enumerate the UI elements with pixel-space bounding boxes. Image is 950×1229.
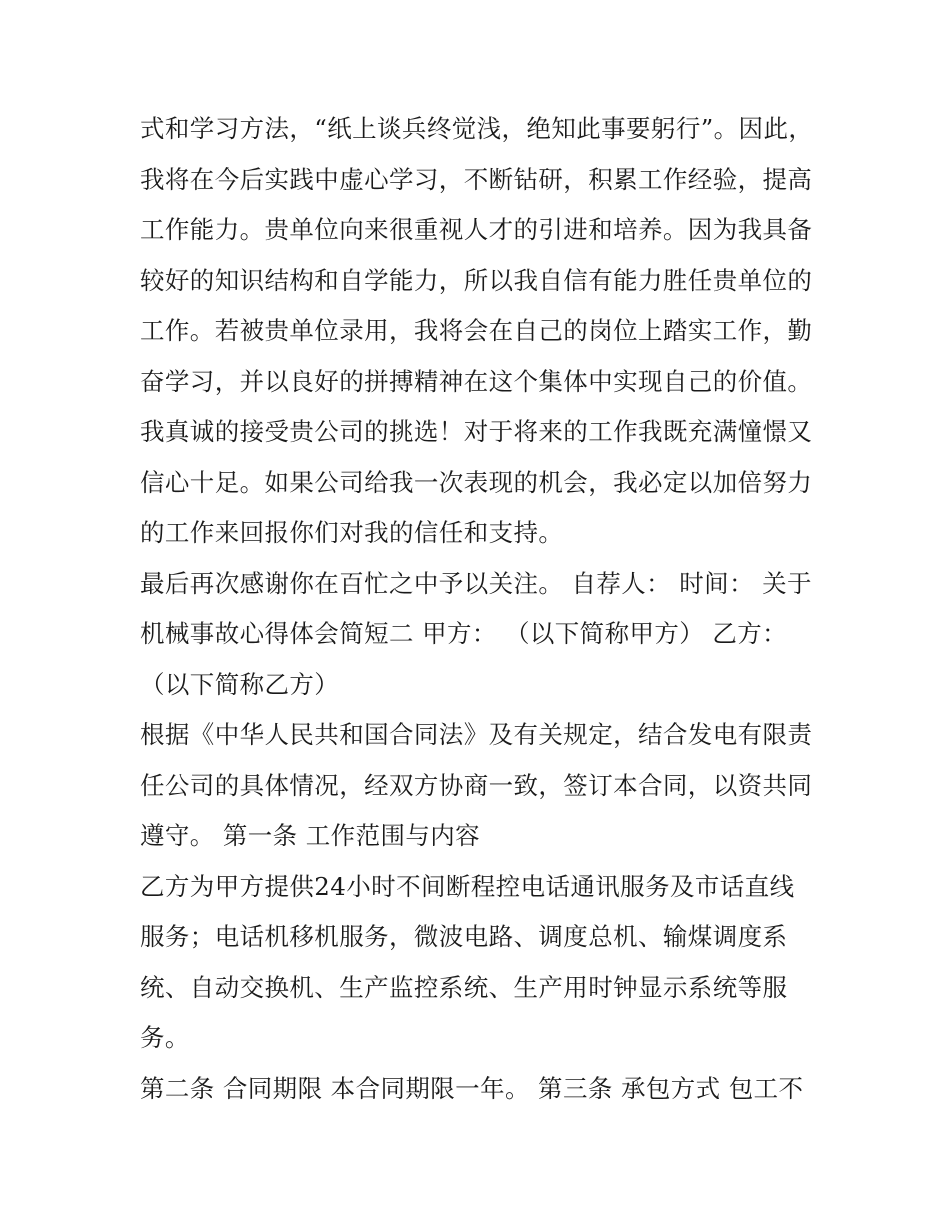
- text-line: 式和学习方法，“纸上谈兵终觉浅，绝知此事要躬行”。因此，: [140, 114, 814, 143]
- text-line: 的工作来回报你们对我的信任和支持。: [140, 518, 564, 547]
- text-line: 遵守。 第一条 工作范围与内容: [140, 821, 481, 850]
- text-line: 乙方为甲方提供24小时不间断程控电话通讯服务及市话直线: [140, 871, 795, 901]
- text-line: 机械事故心得体会简短二 甲方： （以下简称甲方） 乙方：: [140, 619, 788, 648]
- text-line: 奋学习，并以良好的拼搏精神在这个集体中实现自己的价值。: [140, 366, 813, 396]
- text-line: 较好的知识结构和自学能力，所以我自信有能力胜任贵单位的: [140, 265, 813, 295]
- text-line: 信心十足。如果公司给我一次表现的机会，我必定以加倍努力: [140, 467, 813, 497]
- text-line: 服务；电话机移机服务，微波电路、调度总机、输煤调度系: [140, 922, 788, 951]
- text-line: 工作能力。贵单位向来很重视人才的引进和培养。因为我具备: [140, 215, 813, 244]
- text-line: 务。: [140, 1023, 190, 1052]
- document-body: [140, 104, 830, 1114]
- text-line: 任公司的具体情况，经双方协商一致，签订本合同，以资共同: [140, 770, 813, 800]
- text-line: 根据《中华人民共和国合同法》及有关规定，结合发电有限责: [140, 720, 813, 749]
- text-line: 统、自动交换机、生产监控系统、生产用时钟显示系统等服: [140, 972, 788, 1002]
- text-line: 第二条 合同期限 本合同期限一年。 第三条 承包方式 包工不: [140, 1073, 804, 1103]
- text-line: 我真诚的接受贵公司的挑选！对于将来的工作我既充满憧憬又: [140, 417, 813, 446]
- text-line: （以下简称乙方）: [140, 669, 340, 699]
- text-line: 我将在今后实践中虚心学习，不断钻研，积累工作经验，提高: [140, 164, 813, 194]
- text-line: 最后再次感谢你在百忙之中予以关注。 自荐人： 时间： 关于: [140, 568, 812, 598]
- text-line: 工作。若被贵单位录用，我将会在自己的岗位上踏实工作，勤: [140, 316, 813, 345]
